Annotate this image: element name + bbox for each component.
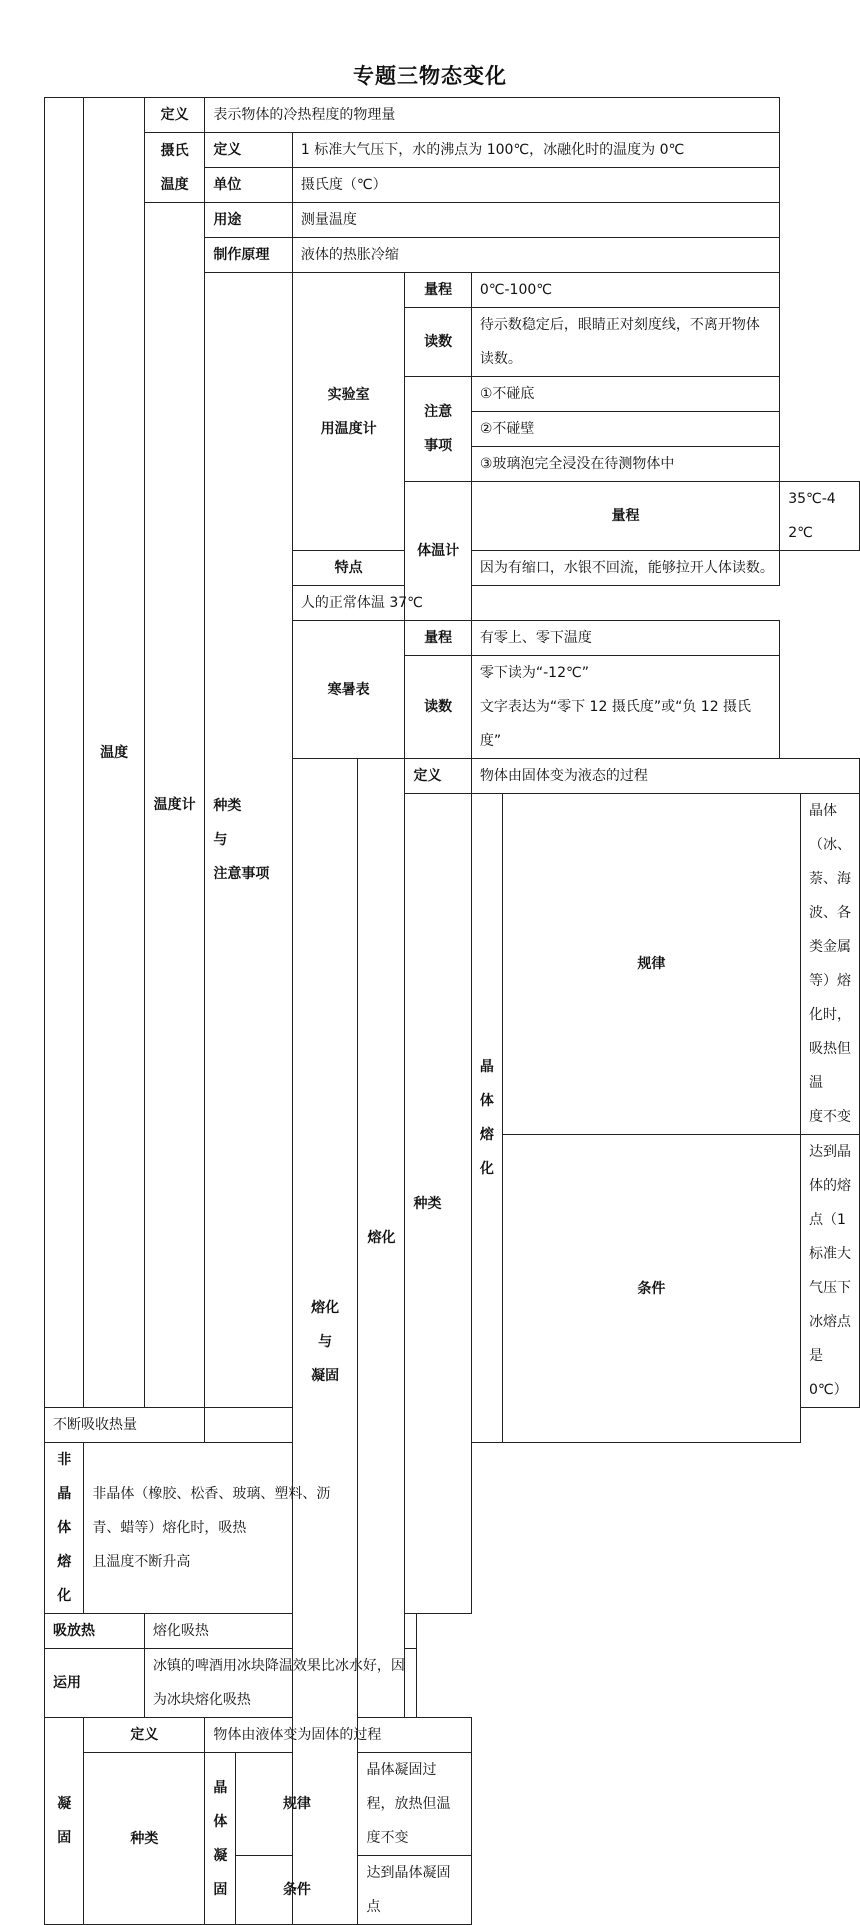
crystal-solidification-rule-text: 晶体凝固过程，放热但温度不变 xyxy=(358,1753,471,1856)
weather-reading-label: 读数 xyxy=(405,656,471,759)
melting-application-text: 冰镇的啤酒用冰块降温效果比冰水好，因为冰块熔化吸热 xyxy=(144,1649,416,1718)
temperature-definition-text: 表示物体的冷热程度的物理量 xyxy=(205,98,780,133)
solidification-definition-text: 物体由液体变为固体的过程 xyxy=(205,1718,471,1753)
melting-types-label: 种类 xyxy=(405,794,471,1614)
melting-heat-label: 吸放热 xyxy=(45,1614,145,1649)
crystal-melting-rule-label: 规律 xyxy=(502,794,800,1135)
crystal-melting-condition-text: 不断吸收热量 xyxy=(45,1408,205,1443)
celsius-unit-label: 单位 xyxy=(205,168,292,203)
crystal-solidification-condition-text: 达到晶体凝固点 xyxy=(358,1856,471,1925)
clinical-normal-temperature: 人的正常体温 37℃ xyxy=(292,586,471,621)
celsius-definition-text: 1 标准大气压下，水的沸点为 100℃，冰融化时的温度为 0℃ xyxy=(292,133,779,168)
melting-heat-text: 熔化吸热 xyxy=(144,1614,416,1649)
clinical-range-label: 量程 xyxy=(471,482,779,551)
section-melting-solidification: 熔化 与 凝固 xyxy=(292,759,358,1925)
outline-left-margin xyxy=(45,98,84,1408)
lab-reading-label: 读数 xyxy=(405,308,471,377)
thermometer-principle-label: 制作原理 xyxy=(205,238,292,273)
weather-thermometer-label: 寒暑表 xyxy=(292,621,405,759)
melting-label: 熔化 xyxy=(358,759,405,1718)
clinical-feature-text: 因为有缩口，水银不回流，能够拉开人体读数。 xyxy=(471,551,779,586)
lab-notes-label: 注意 事项 xyxy=(405,377,471,482)
crystal-melting-condition-text: 达到晶体的熔点（1 标准大气压下冰熔点是 0℃） xyxy=(801,1135,860,1408)
thermometer-types-label: 种类 与 注意事项 xyxy=(205,273,292,1408)
lab-range-label: 量程 xyxy=(405,273,471,308)
lab-thermometer-label: 实验室 用温度计 xyxy=(292,273,405,551)
clinical-range-text: 35℃-42℃ xyxy=(780,482,860,551)
temperature-definition-label: 定义 xyxy=(144,98,205,133)
weather-range-label: 量程 xyxy=(405,621,471,656)
crystal-solidification-rule-label: 规律 xyxy=(236,1753,358,1856)
thermometer-label: 温度计 xyxy=(144,203,205,1408)
weather-range-text: 有零上、零下温度 xyxy=(471,621,779,656)
crystal-melting-rule-text: 晶体（冰、萘、海波、各类金属等）熔化时，吸热但温 度不变 xyxy=(801,794,860,1135)
document-title: 专题三物态变化 xyxy=(353,64,507,88)
celsius-label: 摄氏 温度 xyxy=(144,133,205,203)
thermometer-use-label: 用途 xyxy=(205,203,292,238)
crystal-solidification-label: 晶体 凝固 xyxy=(205,1753,236,1925)
lab-note-item: ②不碰壁 xyxy=(471,412,779,447)
lab-range-text: 0℃-100℃ xyxy=(471,273,779,308)
crystal-solidification-condition-label: 条件 xyxy=(236,1856,358,1925)
amorphous-melting-label: 非晶体 熔化 xyxy=(45,1443,84,1614)
weather-reading-text: 零下读为“-12℃” 文字表达为“零下 12 摄氏度”或“负 12 摄氏 度” xyxy=(471,656,779,759)
section-temperature: 温度 xyxy=(84,98,145,1408)
solidification-types-label: 种类 xyxy=(84,1753,205,1925)
crystal-melting-condition-label: 条件 xyxy=(502,1135,800,1443)
melting-application-label: 运用 xyxy=(45,1649,145,1718)
clinical-thermometer-label: 体温计 xyxy=(405,482,471,621)
celsius-unit-text: 摄氏度（℃） xyxy=(292,168,779,203)
lab-reading-text: 待示数稳定后，眼睛正对刻度线，不离开物体 读数。 xyxy=(471,308,779,377)
solidification-definition-label: 定义 xyxy=(84,1718,205,1753)
thermometer-use-text: 测量温度 xyxy=(292,203,779,238)
amorphous-melting-text: 非晶体（橡胶、松香、玻璃、塑料、沥青、蜡等）熔化时，吸热 且温度不断升高 xyxy=(84,1443,358,1614)
lab-note-item: ①不碰底 xyxy=(471,377,779,412)
solidification-label: 凝固 xyxy=(45,1718,84,1925)
clinical-feature-label: 特点 xyxy=(292,551,405,586)
crystal-melting-label: 晶体 熔化 xyxy=(471,794,502,1443)
celsius-definition-label: 定义 xyxy=(205,133,292,168)
lab-note-item: ③玻璃泡完全浸没在待测物体中 xyxy=(471,447,779,482)
knowledge-outline-table xyxy=(44,97,860,1925)
melting-definition-label: 定义 xyxy=(405,759,471,794)
melting-definition-text: 物体由固体变为液态的过程 xyxy=(471,759,859,794)
thermometer-principle-text: 液体的热胀冷缩 xyxy=(292,238,779,273)
